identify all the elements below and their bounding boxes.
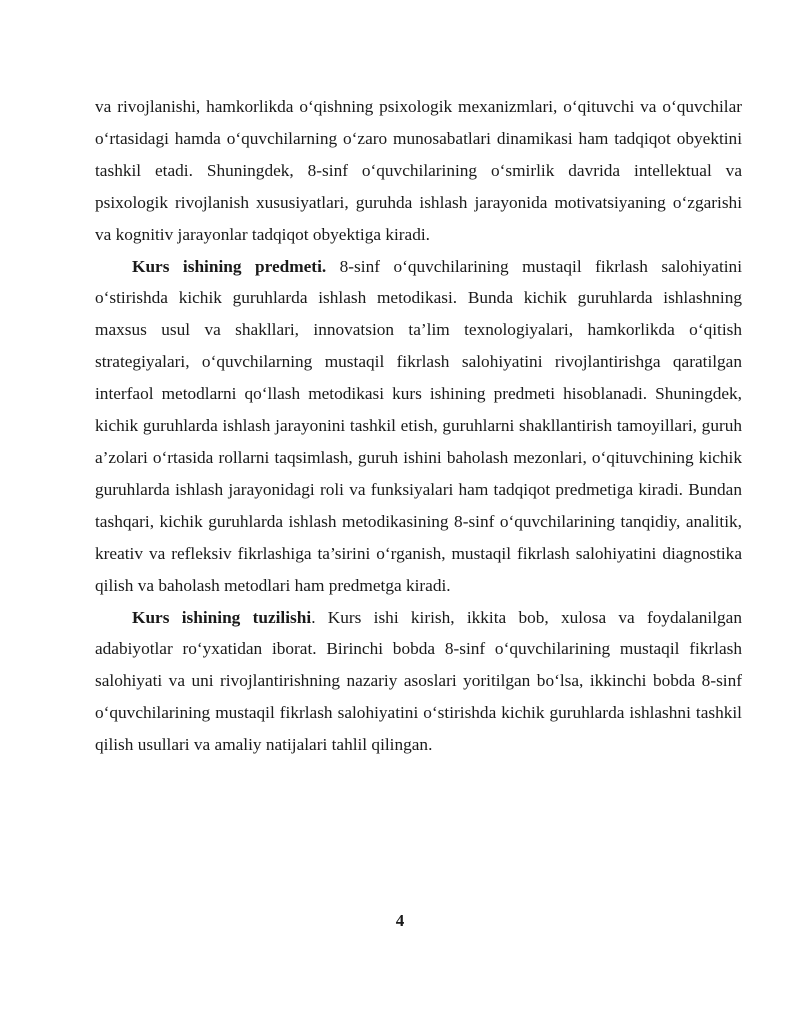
document-body xyxy=(95,91,742,761)
section-heading-structure: Kurs ishining tuzilishi xyxy=(132,607,312,627)
paragraph-text: 8-sinf o‘quvchilarining mustaqil fikrlash salohiyatini o‘stirishda kichik guruhlarda ishlash metodikasi. Bunda kichik guruhlarda ishlashning maxsus usul va shakllari, innovatsion ta’lim texnologiyalari, hamkorlikda o‘qitish strategiyalari, o‘quvchilarning mustaqil fikrlash salohiyatini rivojlantirishga qaratilgan interfaol metodlarni qo‘llash metodikasi kurs ishining predmeti hisoblanadi. Shuningdek, kichik guruhlarda ishlash jarayonini tashkil etish, guruhlarni shakllantirish tamoyillari, guruh a’zolari o‘rtasida rollarni taqsimlash, guruh ishini baholash mezonlari, o‘qituvchining kichik guruhlarda ishlash jarayonidagi roli va funksiyalari ham tadqiqot predmetiga kiradi. Bundan tashqari, kichik guruhlarda ishlash metodikasining 8-sinf o‘quvchilarining tanqidiy, analitik, kreativ va refleksiv fikrlashiga ta’sirini o‘rganish, mustaqil fikrlash salohiyatini diagnostika qilish va baholash metodlari ham predmetga kiradi. xyxy=(95,256,742,595)
paragraph-object-continuation xyxy=(95,91,742,251)
section-heading-subject: Kurs ishining predmeti. xyxy=(132,256,327,276)
paragraph-subject xyxy=(95,251,742,602)
page-number: 4 xyxy=(395,911,405,930)
paragraph-structure xyxy=(95,602,742,762)
paragraph-text: . Kurs ishi kirish, ikkita bob, xulosa va foydalanilgan adabiyotlar ro‘yxatidan iborat. Birinchi bobda 8-sinf o‘quvchilarining mustaqil fikrlash salohiyati va uni rivojlantirishning nazariy asoslari yoritilgan bo‘lsa, ikkinchi bobda 8-sinf o‘quvchilarining mustaqil fikrlash salohiyatini o‘stirishda kichik guruhlarda ishlashni tashkil qilish usullari va amaliy natijalari tahlil qilingan. xyxy=(95,607,742,755)
paragraph-text: va rivojlanishi, hamkorlikda o‘qishning psixologik mexanizmlari, o‘qituvchi va o‘quvchilar o‘rtasidagi hamda o‘quvchilarning o‘zaro munosabatlari dinamikasi ham tadqiqot obyektini tashkil etadi. Shuningdek, 8-sinf o‘quvchilarining o‘smirlik davrida intellektual va psixologik rivojlanish xususiyatlari, guruhda ishlash jarayonida motivatsiyaning o‘zgarishi va kognitiv jarayonlar tadqiqot obyektiga kiradi. xyxy=(95,97,742,244)
